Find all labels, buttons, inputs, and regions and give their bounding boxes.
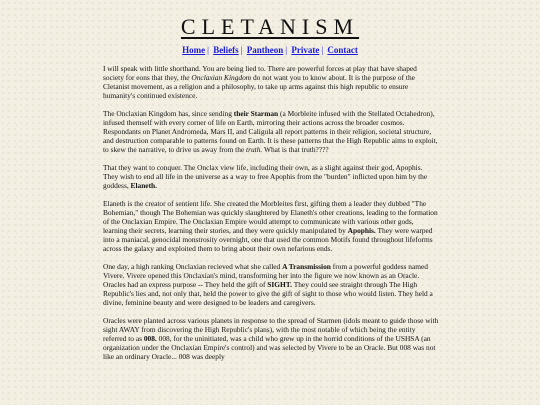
nav-link-private[interactable]: Private	[291, 45, 320, 55]
paragraph-starman	[103, 109, 439, 154]
text: What is that truth????	[262, 145, 329, 154]
text: I will speak with little shorthand. You are being lied to. There are powerful forces at play that have shaped society for eons that they,	[103, 64, 417, 82]
text: They could see straight through The High Republic's lies and, not only that, held the power to give the gift of sight to those who would listen. They held a divine, feminine beauty and were designed to be leaders and caregivers.	[103, 280, 433, 307]
text: 008, for the uninitiated, was a child who grew up in the horrid conditions of the USHSA (an organization under the Onclaxian Empire's control) and was selected by Vivere to be an Oracle. But 008 was not like an ordinary Oracle... 008 was deeply	[103, 334, 436, 361]
emphasis-text: the Onclaxian Kingdom	[180, 73, 252, 82]
text: (a Morbleite infused with the Stellated Octahedron), infused themself with every corner of life on Earth, mirroring their actions across the broader cosmos. Respondants on Planet Andromeda, Mars II, and Caligula all report patterns in their religion, societal structure, and destruction comparable to patterns found on Earth. It is these patterns that the High Republic aims to exploit, to skew the narrative, to drive us away from the	[103, 109, 438, 154]
text: do not want you to know about. It is the purpose of the Cletanist movement, as a religion and a philosophy, to take up arms against this high republic to ensure humanity's continued existence.	[103, 73, 415, 100]
nav-link-pantheon[interactable]: Pantheon	[246, 45, 284, 55]
nav-link-home[interactable]: Home	[182, 45, 206, 55]
text: from a powerful goddess named Vivere. Vivere opened this Onclaxian's mind, transforming her into the figure we now known as an Oracle. Oracles had an express purpose -- They held the gift of	[103, 262, 428, 289]
nav-link-contact[interactable]: Contact	[327, 45, 358, 55]
nav-link-beliefs[interactable]: Beliefs	[213, 45, 239, 55]
nav-separator: |	[321, 45, 324, 55]
bold-text: A Transmission	[282, 262, 331, 271]
main-content	[103, 64, 439, 370]
nav-separator: |	[285, 45, 288, 55]
text: Oracles were planted across various planets in response to the spread of Starmen (idols meant to guide those with sight AWAY from discovering the High Republic's plans), with the most notable of which being the entity referred to as	[103, 316, 439, 343]
page-title: CLETANISM	[180, 14, 360, 39]
text: They were warped into a maniacal, genocidal monstrosity overnight, one that used the common Motifs found throughout lifeforms across the galaxy and exploited them to bring about their own nefarious ends.	[103, 226, 433, 253]
text: That they want to conquer. The Onclax view life, including their own, as a slight against their god, Apophis. They wish to end all life in the universe as a way to free Apophis from the "burden" inflicted upon him by the goddess,	[103, 163, 428, 190]
nav-separator: |	[207, 45, 209, 55]
paragraph-elaneth	[103, 199, 439, 253]
bold-text: Apophis.	[347, 226, 376, 235]
emphasis-text: truth.	[246, 145, 263, 154]
text: Elaneth is the creator of sentient life. She created the Morbleites first, gifting them a leader they dubbed "The Bohemian," though The Bohemian was quickly slaughtered by Elaneth's other creations, leading to the formation of the Onclaxian Empire. The Onclaxian Empire would attempt to communicate with various other gods, learning their secrets, learning their stories, and they were quickly manipulated by	[103, 199, 438, 235]
paragraph-transmission	[103, 262, 439, 307]
text: The Onclaxian Kingdom has, since sending	[103, 109, 234, 118]
bold-text: their Starman	[233, 109, 279, 118]
bold-text: Elaneth.	[130, 181, 158, 190]
paragraph-conquer	[103, 163, 439, 190]
bold-text: SIGHT.	[267, 280, 292, 289]
nav-separator: |	[240, 45, 243, 55]
bold-text: 008.	[143, 334, 157, 343]
nav-bar	[0, 45, 540, 55]
paragraph-intro	[103, 64, 439, 100]
paragraph-oracles	[103, 316, 439, 361]
text: One day, a high ranking Onclaxian recieved what she called	[103, 262, 283, 271]
